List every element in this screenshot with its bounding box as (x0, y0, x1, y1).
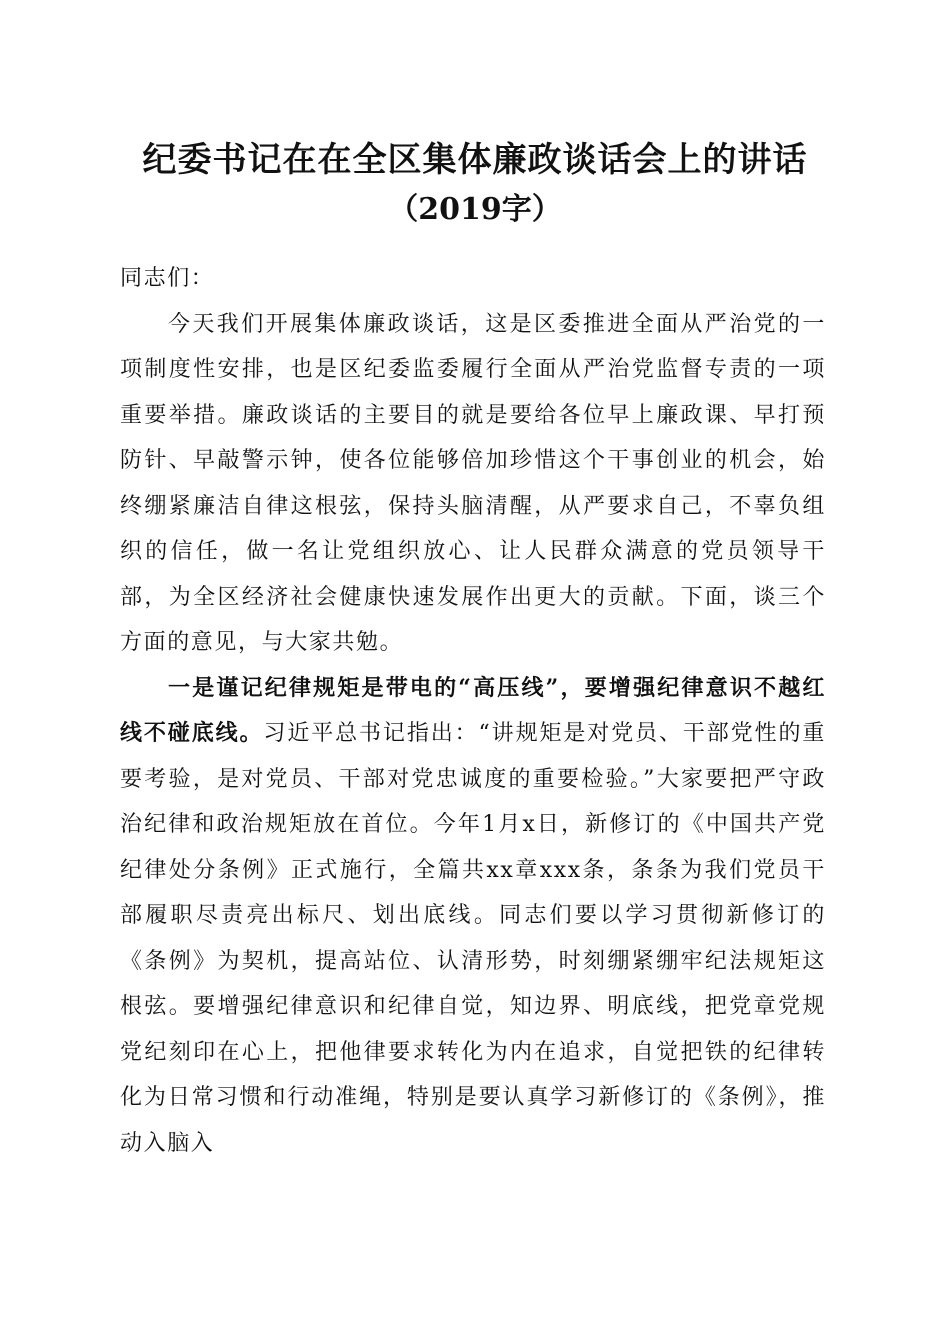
paragraph-point-one (120, 666, 826, 1167)
point-one-body: 习近平总书记指出：“讲规矩是对党员、干部党性的重要考验，是对党员、干部对党忠诚度的重要检验。”大家要把严守政治纪律和政治规矩放在首位。今年1月x日，新修订的《中国共产党纪律处分条例》正式施行，全篇共xx章xxx条，条条为我们党员干部履职尽责亮出标尺、划出底线。同志们要以学习贯彻新修订的《条例》为契机，提高站位、认清形势，时刻绷紧绷牢纪法规矩这根弦。要增强纪律意识和纪律自觉，知边界、明底线，把党章党规党纪刻印在心上，把他律要求转化为内在追求，自觉把铁的纪律转化为日常习惯和行动准绳，特别是要认真学习新修订的《条例》，推动入脑入 (120, 721, 826, 1156)
paragraph-intro: 今天我们开展集体廉政谈话，这是区委推进全面从严治党的一项制度性安排，也是区纪委监委履行全面从严治党监督专责的一项重要举措。廉政谈话的主要目的就是要给各位早上廉政课、早打预防针、早敲警示钟，使各位能够倍加珍惜这个干事创业的机会，始终绷紧廉洁自律这根弦，保持头脑清醒，从严要求自己，不辜负组织的信任，做一名让党组织放心、让人民群众满意的党员领导干部，为全区经济社会健康快速发展作出更大的贡献。下面，谈三个方面的意见，与大家共勉。 (120, 311, 826, 655)
document-title: 纪委书记在在全区集体廉政谈话会上的讲话 (142, 140, 808, 180)
title-block (0, 136, 950, 232)
document-subtitle: （2019字） (388, 192, 562, 227)
salutation: 同志们： (120, 266, 215, 291)
document-body (120, 256, 826, 1166)
point-one-heading: 一是谨记纪律规矩是带电的“高压线”，要增强纪律意识不越红线不碰底线。 (120, 674, 826, 746)
